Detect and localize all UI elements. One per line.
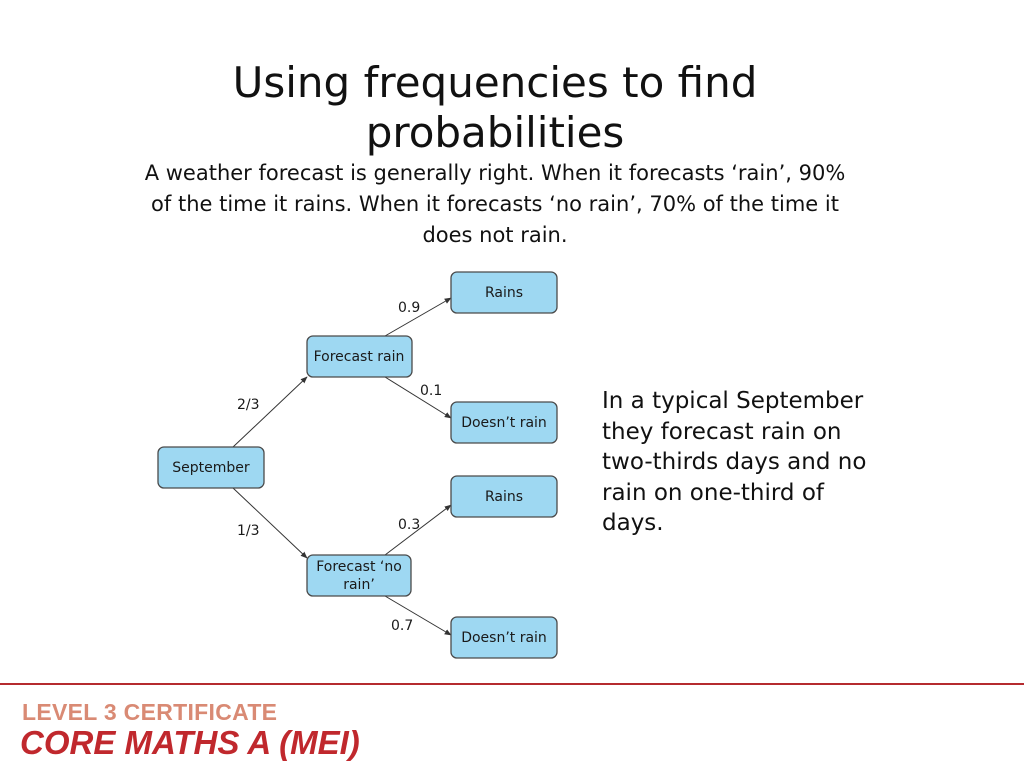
prob-label-rain-given-no-rain: 0.3 [398, 517, 421, 533]
side-note: In a typical September they forecast rain on two-thirds days and no rain on one-third of days. [602, 388, 867, 536]
node-forecast-rain [307, 336, 412, 377]
node-doesnt-rain-2 [451, 617, 557, 658]
footer-divider [0, 683, 1024, 685]
node-doesnt-rain-2-label: Doesn’t rain [461, 630, 547, 646]
prob-label-dry-given-no-rain: 0.7 [391, 618, 414, 634]
node-september-label: September [172, 460, 250, 476]
intro-text: A weather forecast is generally right. When it forecasts ‘rain’, 90% of the time it rains. When it forecasts ‘no rain’, 70% of the time it does not rain. [144, 161, 846, 247]
node-rains-2 [451, 476, 557, 517]
node-september [158, 447, 264, 488]
node-forecast-no-rain-label-line2: rain’ [343, 577, 375, 593]
node-rains-2-label: Rains [484, 489, 524, 505]
prob-label-forecast-no-rain: 1/3 [237, 523, 260, 539]
node-forecast-no-rain-label-line1: Forecast ‘no [316, 559, 402, 575]
node-doesnt-rain-1-label: Doesn’t rain [461, 415, 547, 431]
node-rains-1 [451, 272, 557, 313]
node-doesnt-rain-1 [451, 402, 557, 443]
prob-label-dry-given-rain: 0.1 [420, 383, 443, 399]
footer-certificate-label: LEVEL 3 CERTIFICATE [22, 699, 278, 725]
prob-label-rain-given-rain: 0.9 [398, 300, 421, 316]
footer-course-title: CORE MATHS A (MEI) [20, 724, 360, 761]
slide-title: Using frequencies to find probabilities [232, 58, 758, 157]
prob-label-forecast-rain: 2/3 [237, 397, 260, 413]
node-forecast-no-rain [307, 555, 411, 596]
node-rains-1-label: Rains [484, 285, 524, 301]
node-forecast-rain-label: Forecast rain [313, 349, 405, 365]
